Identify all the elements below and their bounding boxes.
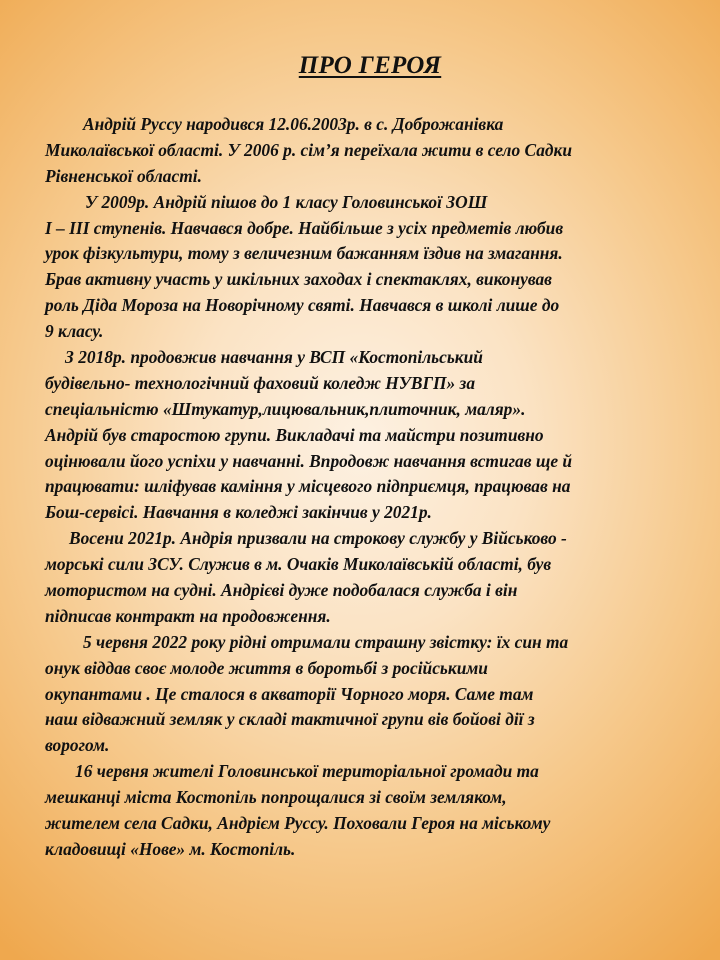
text-line: У 2009р. Андрій пішов до 1 класу Головинської ЗОШ xyxy=(85,191,488,212)
text-line: роль Діда Мороза на Новорічному святі. Навчався в школі лише до xyxy=(45,295,560,316)
text-line: Брав активну участь у шкільних заходах і спектаклях, виконував xyxy=(45,269,552,290)
text-line: Андрій Руссу народився 12.06.2003р. в с. Доброжанівка xyxy=(83,114,504,134)
text-line: 5 червня 2022 року рідні отримали страшну звістку: їх син та xyxy=(83,631,569,652)
text-line: кладовищі «Нове» м. Костопіль. xyxy=(45,838,296,859)
text-line: підписав контракт на продовження. xyxy=(45,605,331,626)
text-line: оцінювали його успіхи у навчанні. Впродовж навчання встигав ще й xyxy=(45,450,573,471)
text-line: окупантами . Це сталося в акваторії Чорного моря. Саме там xyxy=(45,683,534,704)
text-line: 16 червня жителі Головинської територіальної громади та xyxy=(75,761,539,782)
text-line: 9 класу. xyxy=(45,321,104,342)
text-line: жителем села Садки, Андрієм Руссу. Поховали Героя на міському xyxy=(45,813,551,834)
text-line: спеціальністю «Штукатур,лицювальник,плиточник, маляр». xyxy=(45,398,526,419)
text-line: З 2018р. продовжив навчання у ВСП «Костопільський xyxy=(65,347,483,368)
text-line: Миколаївської області. У 2006 р. сім’я переїхала жити в село Садки xyxy=(45,139,573,160)
text-line: будівельно- технологічний фаховий коледж НУВГП» за xyxy=(45,372,476,393)
text-line: працювати: шліфував каміння у місцевого підприємця, працював на xyxy=(45,476,571,497)
text-line: Восени 2021р. Андрія призвали на строкову службу у Військово - xyxy=(69,528,567,549)
text-line: урок фізкультури, тому з величезним бажанням їздив на змагання. xyxy=(45,243,563,264)
text-line: онук віддав своє молоде життя в боротьбі з російськими xyxy=(45,657,488,678)
text-line: ворогом. xyxy=(45,735,110,756)
biography-text xyxy=(45,112,705,863)
text-line: наш відважний земляк у складі тактичної групи вів бойові дії з xyxy=(45,709,535,730)
text-line: І – ІІІ ступенів. Навчався добре. Найбільше з усіх предметів любив xyxy=(45,217,564,238)
text-line: Андрій був старостою групи. Викладачі та майстри позитивно xyxy=(45,424,544,445)
text-line: мотористом на судні. Андрієві дуже подобалася служба і він xyxy=(45,580,518,601)
text-line: Бош-сервісі. Навчання в коледжі закінчив у 2021р. xyxy=(45,502,432,523)
text-line: мешканці міста Костопіль попрощалися зі своїм земляком, xyxy=(45,787,507,808)
text-line: морські сили ЗСУ. Служив в м. Очаків Миколаївській області, був xyxy=(45,554,552,575)
page-title: ПРО ГЕРОЯ xyxy=(298,52,442,79)
text-line: Рівненської області. xyxy=(45,165,202,186)
